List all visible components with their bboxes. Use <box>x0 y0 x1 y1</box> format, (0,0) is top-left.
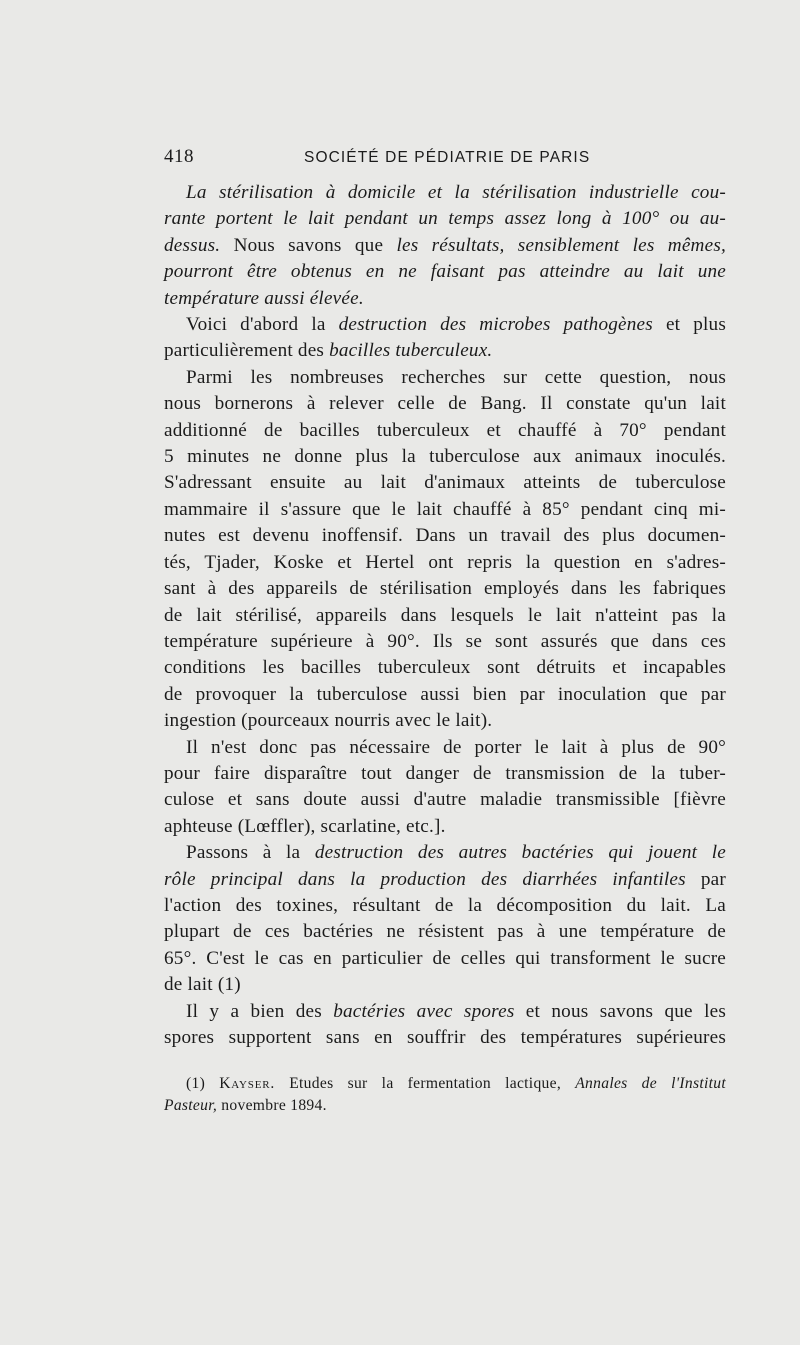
page-number: 418 <box>164 146 194 167</box>
body-text <box>164 180 726 1051</box>
text-line: culose et sans doute aussi d'autre maladie transmissible [fièvre <box>164 789 726 811</box>
text-line: de provoquer la tuberculose aussi bien par inoculation que par <box>164 683 726 705</box>
text-line: spores supportent sans en souffrir des températures supérieures <box>164 1027 726 1048</box>
text-line: additionné de bacilles tuberculeux et chauffé à 70° pendant <box>164 419 726 441</box>
text-line: mammaire il s'assure que le lait chauffé à 85° pendant cinq mi- <box>164 498 726 520</box>
text-line: aphteuse (Lœffler), scarlatine, etc.]. <box>164 815 446 837</box>
text-line: Il y a bien des bactéries avec spores et nous savons que les <box>186 1000 726 1022</box>
text-line: conditions les bacilles tuberculeux sont détruits et incapables <box>164 657 726 679</box>
text-line: 65°. C'est le cas en particulier de celles qui transforment le sucre <box>164 947 726 969</box>
text-line: S'adressant ensuite au lait d'animaux atteints de tuberculose <box>164 472 726 494</box>
text-line: 5 minutes ne donne plus la tuberculose aux animaux inoculés. <box>164 446 726 468</box>
running-head: SOCIÉTÉ DE PÉDIATRIE DE PARIS <box>304 149 591 166</box>
footnote <box>164 1073 726 1117</box>
text-line: sant à des appareils de stérilisation employés dans les fabriques <box>164 578 726 600</box>
footnote-line: Pasteur, novembre 1894. <box>164 1097 327 1114</box>
text-line: plupart de ces bactéries ne résistent pas à une température de <box>164 921 726 943</box>
text-line: de lait stérilisé, appareils dans lesquels le lait n'atteint pas la <box>164 604 726 626</box>
text-line: nous bornerons à relever celle de Bang. Il constate qu'un lait <box>164 393 726 415</box>
text-line: température supérieure à 90°. Ils se sont assurés que dans ces <box>164 630 726 652</box>
page-header <box>164 146 726 170</box>
text-line: nutes est devenu inoffensif. Dans un travail des plus documen- <box>164 525 726 547</box>
text-line: dessus. Nous savons que les résultats, sensiblement les mêmes, <box>164 234 726 256</box>
text-line: de lait (1) <box>164 974 241 996</box>
text-line: tés, Tjader, Koske et Hertel ont repris la question en s'adres- <box>164 551 726 573</box>
text-line: l'action des toxines, résultant de la décomposition du lait. La <box>164 894 726 916</box>
footnote-marker: (1) <box>186 1075 220 1092</box>
text-line: La stérilisation à domicile et la stérilisation industrielle cou- <box>186 182 726 203</box>
text-line: particulièrement des bacilles tuberculeux. <box>164 340 493 362</box>
paragraph <box>164 312 726 365</box>
text-line: température aussi élevée. <box>164 287 364 309</box>
text-line: Voici d'abord la destruction des microbes pathogènes et plus <box>186 314 727 336</box>
footnote-line: (1) Kayser. Etudes sur la fermentation lactique, Annales de l'Institut <box>186 1075 727 1092</box>
text-line: Parmi les nombreuses recherches sur cette question, nous <box>186 366 726 388</box>
text-line: Passons à la destruction des autres bactéries qui jouent le <box>186 842 726 864</box>
paragraph <box>164 365 726 735</box>
paragraph <box>164 840 726 998</box>
text-line: ingestion (pourceaux nourris avec le lait). <box>164 710 493 732</box>
paragraph <box>164 180 726 312</box>
text-line: pourront être obtenus en ne faisant pas atteindre au lait une <box>164 261 726 283</box>
text-line: Il n'est donc pas nécessaire de porter le lait à plus de 90° <box>186 736 726 758</box>
paragraph <box>164 735 726 841</box>
paragraph <box>164 999 726 1052</box>
text-line: rôle principal dans la production des diarrhées infantiles par <box>164 868 726 890</box>
text-line: pour faire disparaître tout danger de transmission de la tuber- <box>164 762 726 784</box>
text-line: rante portent le lait pendant un temps assez long à 100° ou au- <box>164 208 726 230</box>
footnote-journal: Annales de l'Institut <box>575 1075 727 1092</box>
footnote-author: Kayser. <box>219 1075 276 1092</box>
